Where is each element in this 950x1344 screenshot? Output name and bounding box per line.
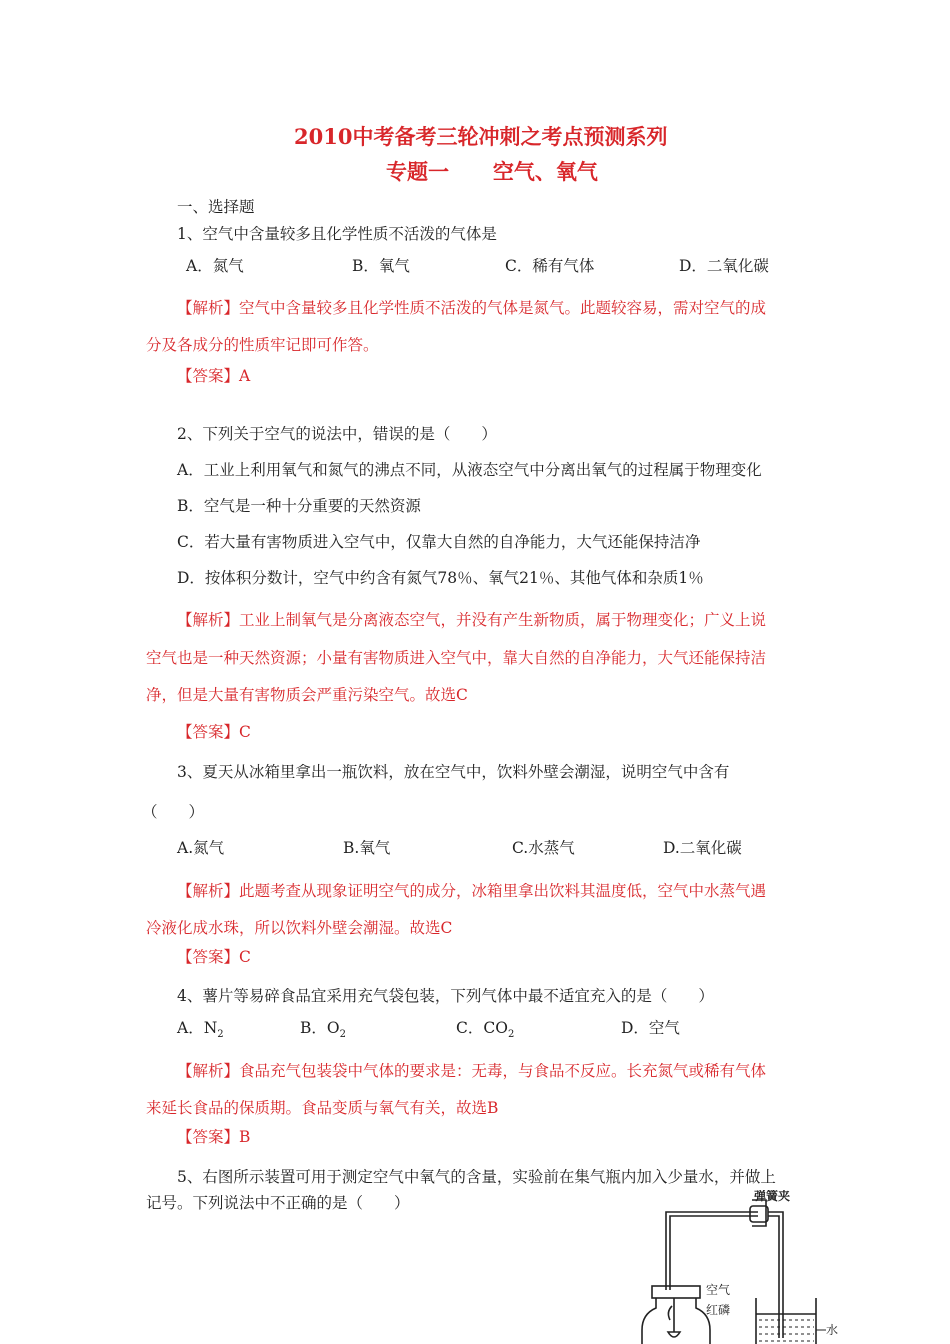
q1-answer: 【答案】A <box>177 367 251 385</box>
q4-stem: 4、薯片等易碎食品宜采用充气袋包装，下列气体中最不适宜充入的是（ ） <box>177 987 714 1005</box>
q1-option-d: D．二氧化碳 <box>679 257 769 275</box>
q2-explanation-line2: 空气也是一种天然资源；小量有害物质进入空气中，靠大自然的自净能力，大气还能保持洁 <box>146 649 767 667</box>
glass-tube-left <box>666 1212 758 1290</box>
q5-stem-line1: 5、右图所示装置可用于测定空气中氧气的含量，实验前在集气瓶内加入少量水，并做上 <box>177 1168 776 1186</box>
q4-option-c <box>456 1018 514 1045</box>
q2-option-d: D．按体积分数计，空气中约含有氮气78％、氧气21％、其他气体和杂质1％ <box>177 569 704 587</box>
q2-explanation-line1: 【解析】工业上制氧气是分离液态空气，并没有产生新物质，属于物理变化；广义上说 <box>177 611 767 629</box>
q2-option-b: B．空气是一种十分重要的天然资源 <box>177 497 421 515</box>
page-subtitle: 专题一 空气、氧气 <box>386 159 598 184</box>
q4-option-a-subscript: 2 <box>217 1029 224 1041</box>
q4-option-c-text: C．CO <box>456 1019 508 1037</box>
q4-option-b-text: B．O <box>300 1019 340 1037</box>
q3-option-a: A.氮气 <box>177 839 225 857</box>
flame-wisp <box>668 1306 672 1320</box>
q2-option-a: A．工业上利用氧气和氮气的沸点不同，从液态空气中分离出氧气的过程属于物理变化 <box>177 461 762 479</box>
q4-option-c-subscript: 2 <box>507 1029 515 1041</box>
beaker-walls <box>756 1298 816 1344</box>
q5-stem-line2: 记号。下列说法中不正确的是（ ） <box>146 1194 410 1212</box>
q2-option-c: C．若大量有害物质进入空气中，仅靠大自然的自净能力，大气还能保持洁净 <box>177 533 701 551</box>
label-water: 水 <box>826 1323 838 1337</box>
q4-explanation-line2: 来延长食品的保质期。食品变质与氧气有关，故选B <box>146 1099 499 1117</box>
q1-option-a: A．氮气 <box>186 257 244 275</box>
glass-tube-right <box>768 1212 783 1338</box>
combustion-spoon <box>668 1332 680 1337</box>
label-spring-clip: 弹簧夹 <box>754 1190 791 1203</box>
q4-option-b-subscript: 2 <box>339 1029 346 1041</box>
q3-option-b: B.氧气 <box>343 839 391 857</box>
q3-stem: 3、夏天从冰箱里拿出一瓶饮料，放在空气中，饮料外壁会潮湿，说明空气中含有 <box>177 763 730 781</box>
section-heading: 一、选择题 <box>177 198 255 216</box>
label-air: 空气 <box>706 1283 731 1297</box>
q2-stem: 2、下列关于空气的说法中，错误的是（ ） <box>177 425 497 443</box>
q4-option-d: D．空气 <box>621 1019 680 1037</box>
q4-option-a-text: A．N <box>177 1019 218 1037</box>
glass-tube-left-inner <box>670 1216 758 1290</box>
stopper <box>652 1286 700 1298</box>
q3-paren: （ ） <box>142 803 205 821</box>
apparatus-figure <box>638 1190 838 1344</box>
q4-option-b <box>300 1018 346 1045</box>
label-red-phosphorus: 红磷 <box>706 1303 731 1317</box>
q1-option-c: C．稀有气体 <box>505 257 595 275</box>
q4-answer: 【答案】B <box>177 1128 251 1146</box>
bottle-left-wall <box>642 1298 656 1344</box>
q4-explanation-line1: 【解析】食品充气包装袋中气体的要求是：无毒，与食品不反应。长充氮气或稀有气体 <box>177 1062 767 1080</box>
q4-option-a <box>177 1018 224 1045</box>
q1-explanation-line1: 【解析】空气中含量较多且化学性质不活泼的气体是氮气。此题较容易，需对空气的成 <box>177 299 767 317</box>
water-hatching <box>759 1320 814 1341</box>
q3-explanation-line2: 冷液化成水珠，所以饮料外壁会潮湿。故选C <box>146 919 453 937</box>
q3-option-d: D.二氧化碳 <box>663 839 742 857</box>
q3-answer: 【答案】C <box>177 948 251 966</box>
q3-explanation-line1: 【解析】此题考查从现象证明空气的成分，冰箱里拿出饮料其温度低，空气中水蒸气遇 <box>177 882 767 900</box>
q3-option-c: C.水蒸气 <box>512 839 575 857</box>
q1-explanation-line2: 分及各成分的性质牢记即可作答。 <box>146 336 379 354</box>
q1-stem: 1、空气中含量较多且化学性质不活泼的气体是 <box>177 225 497 243</box>
q2-answer: 【答案】C <box>177 723 251 741</box>
q2-explanation-line3: 净，但是大量有害物质会严重污染空气。故选C <box>146 686 468 704</box>
page-title: 2010中考备考三轮冲刺之考点预测系列 <box>294 124 668 149</box>
q1-option-b: B．氧气 <box>352 257 410 275</box>
